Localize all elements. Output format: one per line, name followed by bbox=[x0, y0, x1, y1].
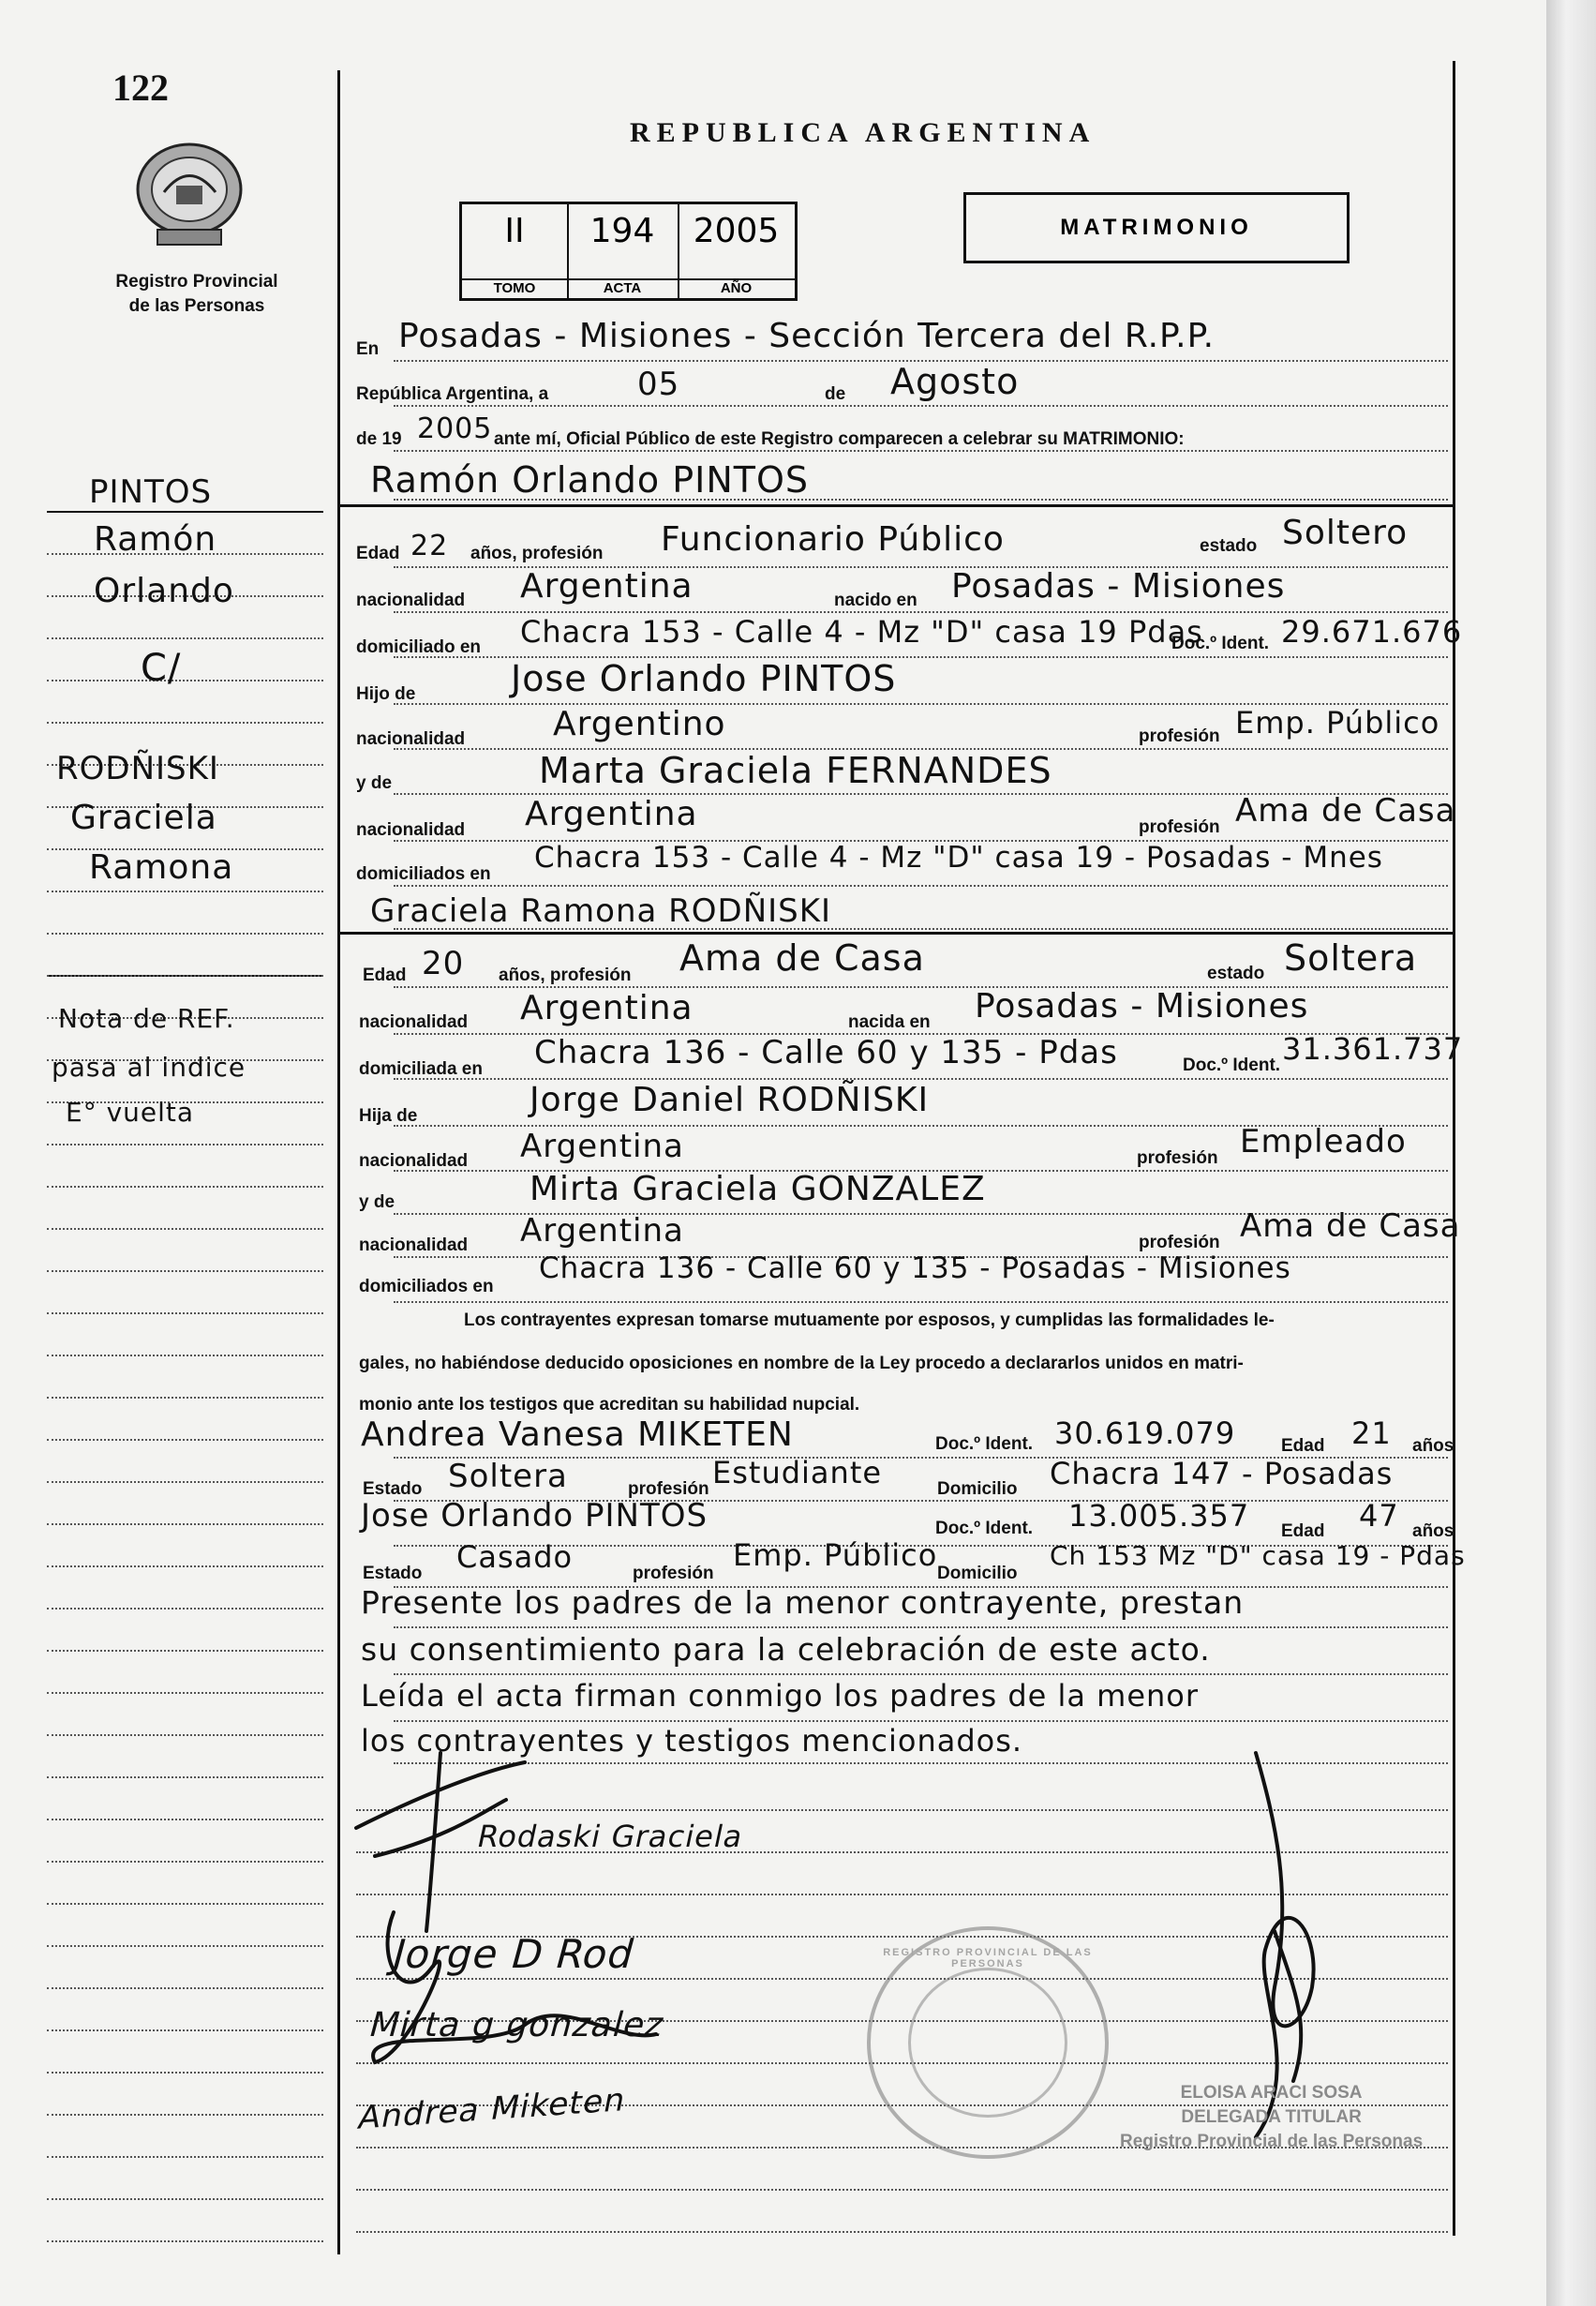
label-domiciliados-en: domiciliados en bbox=[356, 864, 491, 884]
label-edad: Edad bbox=[1281, 1436, 1325, 1456]
body-rule bbox=[394, 1673, 1448, 1675]
signature-1: Rodaski Graciela bbox=[473, 1819, 747, 1854]
label-profesion: profesión bbox=[633, 1564, 714, 1583]
bride-nationality: Argentina bbox=[520, 989, 694, 1027]
bride-parents-address: Chacra 136 - Calle 60 y 135 - Posadas - Misiones bbox=[539, 1251, 1291, 1285]
margin-groom-name1: Ramón bbox=[94, 520, 217, 559]
acta-label: ACTA bbox=[567, 278, 678, 296]
label-doc-ident: Doc.º Ident. bbox=[1183, 1056, 1281, 1075]
margin-groom-surname: PINTOS bbox=[89, 473, 213, 511]
label-nacionalidad: nacionalidad bbox=[359, 1151, 469, 1171]
groom-birthplace: Posadas - Misiones bbox=[951, 567, 1286, 606]
margin-bride-name2: Ramona bbox=[89, 848, 234, 887]
label-domicilio: Domicilio bbox=[937, 1479, 1018, 1499]
margin-rule bbox=[47, 2198, 323, 2200]
label-profesion: profesión bbox=[1137, 1148, 1218, 1168]
label-domiciliado-en: domiciliado en bbox=[356, 637, 482, 657]
paragraph-line-1: Los contrayentes expresan tomarse mutuamente por esposos, y cumplidas las formalidades le- bbox=[464, 1310, 1275, 1330]
marriage-month: Agosto bbox=[890, 361, 1020, 402]
margin-rule bbox=[47, 1397, 323, 1399]
label-anos-profesion: años, profesión bbox=[470, 544, 604, 563]
tomo-label: TOMO bbox=[462, 278, 567, 296]
country-title: REPUBLICA ARGENTINA bbox=[630, 117, 1096, 148]
label-y-de: y de bbox=[359, 1192, 395, 1212]
label-domicilio: Domicilio bbox=[937, 1564, 1018, 1583]
label-nacionalidad: nacionalidad bbox=[359, 1235, 469, 1255]
registry-name: Registro Provincial bbox=[115, 272, 278, 292]
bride-mother: Mirta Graciela GONZALEZ bbox=[530, 1170, 986, 1208]
officer-name: ELOISA ARACI SOSA bbox=[1180, 2083, 1363, 2103]
officer-stamp bbox=[1120, 2081, 1423, 2154]
label-estado-cap: Estado bbox=[363, 1479, 423, 1499]
margin-rule bbox=[47, 933, 323, 935]
ano-label: AÑO bbox=[678, 278, 795, 296]
groom-mother: Marta Graciela FERNANDES bbox=[539, 750, 1052, 791]
margin-note-line1: Nota de REF. bbox=[58, 1003, 235, 1034]
ano-value: 2005 bbox=[693, 212, 780, 250]
registry-subname: de las Personas bbox=[128, 296, 265, 316]
witness2-address: Ch 153 Mz "D" casa 19 - Pdas bbox=[1050, 1540, 1466, 1571]
bride-doc-id: 31.361.737 bbox=[1282, 1031, 1464, 1067]
groom-civil-status: Soltero bbox=[1282, 514, 1409, 552]
section-separator bbox=[339, 504, 1453, 507]
margin-rule bbox=[47, 2029, 323, 2031]
notes-line-3: Leída el acta firman conmigo los padres de la menor bbox=[361, 1678, 1200, 1714]
notes-line-4: los contrayentes y testigos mencionados. bbox=[361, 1723, 1023, 1759]
margin-rule bbox=[47, 1186, 323, 1188]
paragraph-line-3: monio ante los testigos que acreditan su habilidad nupcial. bbox=[359, 1395, 860, 1415]
book-page-edge bbox=[1546, 0, 1596, 2306]
label-anos: años bbox=[1412, 1436, 1454, 1456]
notes-line-1: Presente los padres de la menor contrayente, prestan bbox=[361, 1584, 1245, 1621]
margin-rule bbox=[47, 1270, 323, 1272]
groom-nationality: Argentina bbox=[520, 567, 694, 606]
witness2-profession: Emp. Público bbox=[733, 1537, 938, 1573]
registry-emblem bbox=[131, 141, 248, 253]
groom-mother-nationality: Argentina bbox=[525, 795, 698, 833]
page-number: 122 bbox=[112, 67, 169, 109]
witness1-doc-id: 30.619.079 bbox=[1054, 1415, 1236, 1451]
body-rule bbox=[394, 1720, 1448, 1722]
signature-4: Andrea Miketen bbox=[354, 2081, 630, 2137]
signature-2: Jorge D Rod bbox=[387, 1931, 641, 1977]
label-en: En bbox=[356, 339, 380, 359]
label-de: de bbox=[825, 384, 846, 404]
tomo-value: II bbox=[504, 212, 525, 250]
label-hijo-de: Hijo de bbox=[356, 684, 416, 704]
acta-value: 194 bbox=[589, 212, 655, 250]
marriage-place: Posadas - Misiones - Sección Tercera del R.P.P. bbox=[398, 317, 1216, 355]
body-rule bbox=[394, 1078, 1448, 1080]
bride-civil-status: Soltera bbox=[1284, 937, 1418, 979]
margin-rule bbox=[47, 975, 323, 977]
margin-rule bbox=[47, 1692, 323, 1694]
margin-rule bbox=[47, 722, 323, 724]
label-estado: estado bbox=[1207, 964, 1265, 983]
margin-rule bbox=[47, 2072, 323, 2074]
bride-father-profession: Empleado bbox=[1240, 1123, 1407, 1160]
label-doc-ident: Doc.º Ident. bbox=[935, 1519, 1034, 1538]
witness1-profession: Estudiante bbox=[712, 1455, 883, 1490]
margin-rule bbox=[47, 1144, 323, 1146]
label-de-19: de 19 bbox=[356, 429, 402, 449]
label-profesion: profesión bbox=[1139, 726, 1220, 746]
witness1-name: Andrea Vanesa MIKETEN bbox=[361, 1415, 794, 1454]
body-rule bbox=[394, 1626, 1448, 1628]
groom-address: Chacra 153 - Calle 4 - Mz "D" casa 19 Pdas bbox=[520, 614, 1203, 650]
groom-father-profession: Emp. Público bbox=[1235, 705, 1440, 741]
officer-org: Registro Provincial de las Personas bbox=[1120, 2132, 1424, 2151]
label-anos: años bbox=[1412, 1521, 1454, 1541]
label-anos-profesion: años, profesión bbox=[499, 966, 632, 985]
paragraph-line-2: gales, no habiéndose deducido oposiciones en nombre de la Ley procedo a declararlos unidos en matri- bbox=[359, 1354, 1244, 1373]
label-profesion: profesión bbox=[628, 1479, 709, 1499]
margin-rule bbox=[47, 2156, 323, 2158]
witness2-doc-id: 13.005.357 bbox=[1068, 1498, 1250, 1534]
label-estado: estado bbox=[1200, 536, 1258, 556]
margin-rule bbox=[47, 1734, 323, 1736]
label-profesion: profesión bbox=[1139, 1233, 1220, 1252]
groom-father: Jose Orlando PINTOS bbox=[511, 658, 897, 699]
label-nacido-en: nacido en bbox=[834, 591, 917, 610]
groom-father-nationality: Argentino bbox=[553, 705, 726, 743]
witness2-status: Casado bbox=[456, 1539, 574, 1575]
label-doc-ident: Doc.º Ident. bbox=[935, 1434, 1034, 1454]
record-box bbox=[459, 202, 798, 301]
bride-father: Jorge Daniel RODÑISKI bbox=[530, 1081, 930, 1119]
witness1-status: Soltera bbox=[448, 1458, 568, 1495]
margin-rule bbox=[47, 1861, 323, 1863]
bride-profession: Ama de Casa bbox=[679, 937, 925, 979]
margin-rule bbox=[47, 1312, 323, 1314]
body-rule bbox=[394, 885, 1448, 887]
groom-age: 22 bbox=[410, 530, 449, 562]
label-nacionalidad: nacionalidad bbox=[356, 820, 466, 840]
body-rule bbox=[394, 1301, 1448, 1303]
label-hija-de: Hija de bbox=[359, 1106, 418, 1126]
margin-connector: C/ bbox=[141, 647, 182, 690]
margin-rule bbox=[47, 1523, 323, 1525]
margin-rule bbox=[47, 1819, 323, 1820]
officer-title: DELEGADA TITULAR bbox=[1181, 2107, 1362, 2127]
label-republica: República Argentina, a bbox=[356, 384, 549, 404]
margin-groom-name2: Orlando bbox=[94, 572, 234, 610]
body-rule bbox=[394, 450, 1448, 452]
bride-birthplace: Posadas - Misiones bbox=[975, 987, 1309, 1026]
margin-rule bbox=[47, 680, 323, 681]
margin-bride-surname: RODÑISKI bbox=[56, 750, 219, 787]
label-nacionalidad: nacionalidad bbox=[356, 591, 466, 610]
label-estado-cap: Estado bbox=[363, 1564, 423, 1583]
margin-rule bbox=[47, 1945, 323, 1947]
label-y-de: y de bbox=[356, 773, 393, 793]
margin-note-line2: pasa al indice bbox=[52, 1052, 246, 1083]
body-rule bbox=[394, 611, 1448, 613]
margin-rule bbox=[47, 891, 323, 892]
right-margin-line bbox=[1453, 61, 1455, 2236]
label-profesion: profesión bbox=[1139, 817, 1220, 837]
witness2-name: Jose Orlando PINTOS bbox=[361, 1497, 709, 1535]
groom-doc-id: 29.671.676 bbox=[1281, 614, 1463, 650]
witness1-age: 21 bbox=[1351, 1415, 1392, 1451]
witness1-address: Chacra 147 - Posadas bbox=[1050, 1456, 1394, 1491]
marriage-day: 05 bbox=[637, 366, 680, 403]
margin-rule bbox=[47, 1439, 323, 1441]
margin-note-line3: E° vuelta bbox=[66, 1097, 195, 1128]
margin-rule bbox=[47, 1650, 323, 1652]
official-seal bbox=[867, 1926, 1109, 2159]
margin-rule bbox=[47, 2240, 323, 2242]
groom-full-name: Ramón Orlando PINTOS bbox=[370, 459, 809, 501]
label-doc-ident: Doc.º Ident. bbox=[1171, 634, 1270, 653]
margin-bride-name1: Graciela bbox=[70, 799, 217, 837]
bride-full-name: Graciela Ramona RODÑISKI bbox=[370, 892, 832, 930]
label-nacionalidad: nacionalidad bbox=[356, 729, 466, 749]
groom-profession: Funcionario Público bbox=[661, 520, 1005, 559]
label-edad: Edad bbox=[356, 544, 400, 563]
margin-rule bbox=[47, 1987, 323, 1989]
label-domiciliada-en: domiciliada en bbox=[359, 1059, 483, 1079]
bride-father-nationality: Argentina bbox=[520, 1128, 684, 1165]
label-edad: Edad bbox=[363, 966, 407, 985]
label-edad: Edad bbox=[1281, 1521, 1325, 1541]
margin-rule bbox=[47, 1608, 323, 1610]
seal-text: REGISTRO PROVINCIAL DE LAS PERSONAS bbox=[883, 1947, 1093, 1969]
witness2-age: 47 bbox=[1359, 1498, 1399, 1534]
bride-mother-profession: Ama de Casa bbox=[1240, 1207, 1461, 1245]
margin-rule bbox=[47, 1355, 323, 1356]
notes-line-2: su consentimiento para la celebración de este acto. bbox=[361, 1631, 1211, 1668]
margin-rule bbox=[47, 1565, 323, 1567]
margin-rule bbox=[47, 1228, 323, 1230]
bride-address: Chacra 136 - Calle 60 y 135 - Pdas bbox=[534, 1034, 1118, 1071]
label-nacionalidad: nacionalidad bbox=[359, 1012, 469, 1032]
signature-3: Mirta g gonzalez bbox=[365, 2006, 669, 2044]
section-separator bbox=[339, 932, 1453, 935]
bride-mother-nationality: Argentina bbox=[520, 1212, 684, 1250]
label-domiciliados-en: domiciliados en bbox=[359, 1277, 494, 1296]
margin-rule bbox=[47, 1481, 323, 1483]
label-nacida-en: nacida en bbox=[848, 1012, 931, 1032]
body-rule bbox=[394, 405, 1448, 407]
margin-rule bbox=[47, 1776, 323, 1778]
margin-rule bbox=[47, 1903, 323, 1905]
label-ante-mi: ante mí, Oficial Público de este Registro comparecen a celebrar su MATRIMONIO: bbox=[494, 429, 1185, 449]
document-type: MATRIMONIO bbox=[1060, 215, 1253, 240]
bride-age: 20 bbox=[422, 945, 465, 982]
document-type-box bbox=[963, 192, 1350, 263]
groom-parents-address: Chacra 153 - Calle 4 - Mz "D" casa 19 - Posadas - Mnes bbox=[534, 841, 1383, 875]
marriage-year: 2005 bbox=[417, 412, 493, 445]
margin-rule bbox=[47, 637, 323, 639]
margin-rule bbox=[47, 2114, 323, 2116]
margin-separator bbox=[47, 511, 323, 513]
groom-mother-profession: Ama de Casa bbox=[1235, 792, 1456, 830]
